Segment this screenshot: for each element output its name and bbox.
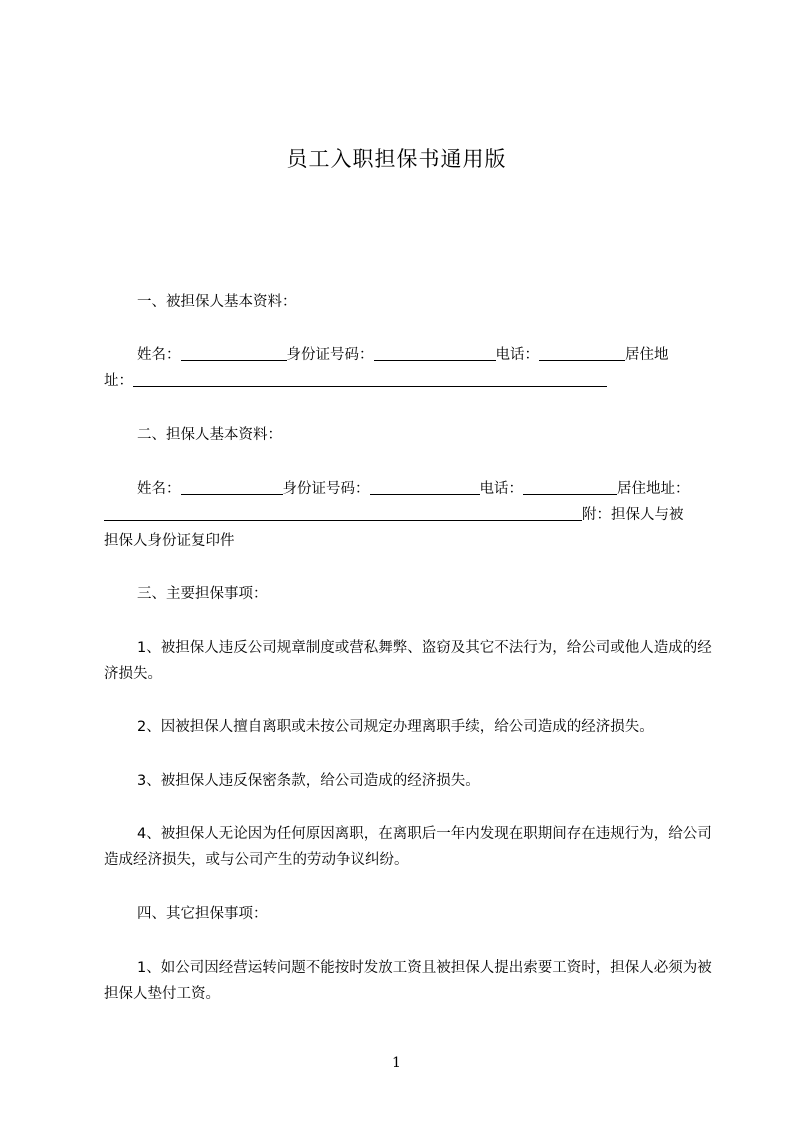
- section1-name-label: 姓名：: [137, 347, 181, 363]
- section4-heading: 四、其它担保事项：: [137, 906, 268, 922]
- section2-address-label: 居住地址：: [617, 481, 690, 497]
- section2-attachment-2: 担保人身份证复印件: [104, 533, 235, 549]
- page-number: 1: [392, 1055, 401, 1071]
- section2-phone-blank[interactable]: [523, 478, 617, 495]
- section2-form: [104, 476, 716, 554]
- section2-name-label: 姓名：: [137, 481, 181, 497]
- section1-id-label: 身份证号码：: [286, 347, 374, 363]
- section2-line2: [104, 502, 716, 528]
- section3-item-3: 3、被担保人违反保密条款，给公司造成的经济损失。: [137, 773, 480, 789]
- section3-heading: 三、主要担保事项：: [137, 586, 268, 602]
- section4-item-1: 1、如公司因经营运转问题不能按时发放工资且被担保人提出索要工资时，担保人必须为被担保人垫付工资。: [104, 960, 712, 1002]
- section2-line1: [104, 476, 716, 502]
- section2-id-blank[interactable]: [370, 478, 480, 495]
- section1-phone-label: 电话：: [495, 347, 539, 363]
- section3-item-2: 2、因被担保人擅自离职或未按公司规定办理离职手续，给公司造成的经济损失。: [137, 719, 654, 735]
- section1-phone-blank[interactable]: [539, 344, 625, 361]
- section1-line1: [104, 342, 716, 368]
- section1-id-blank[interactable]: [374, 344, 496, 361]
- section1-address-label-cont: 址：: [104, 373, 133, 389]
- section3-item-4: 4、被担保人无论因为任何原因离职，在离职后一年内发现在职期间存在违规行为，给公司造成经济损失，或与公司产生的劳动争议纠纷。: [104, 826, 712, 868]
- section3-item-1: 1、被担保人违反公司规章制度或营私舞弊、盗窃及其它不法行为，给公司或他人造成的经济损失。: [104, 640, 712, 682]
- section1-address-label: 居住地: [625, 347, 669, 363]
- section1-form: [104, 342, 716, 394]
- section1-name-blank[interactable]: [181, 344, 287, 361]
- section1-address-blank[interactable]: [133, 370, 607, 387]
- section2-heading: 二、担保人基本资料：: [137, 427, 282, 443]
- section2-address-blank[interactable]: [104, 504, 582, 521]
- document-title: 员工入职担保书通用版: [286, 147, 507, 171]
- section2-id-label: 身份证号码：: [282, 481, 370, 497]
- section2-line3: [104, 528, 716, 554]
- section1-line2: [104, 368, 716, 394]
- section1-heading: 一、被担保人基本资料：: [137, 294, 297, 310]
- section2-phone-label: 电话：: [479, 481, 523, 497]
- section2-attachment-1: 附：担保人与被: [582, 507, 684, 523]
- section2-name-blank[interactable]: [181, 478, 283, 495]
